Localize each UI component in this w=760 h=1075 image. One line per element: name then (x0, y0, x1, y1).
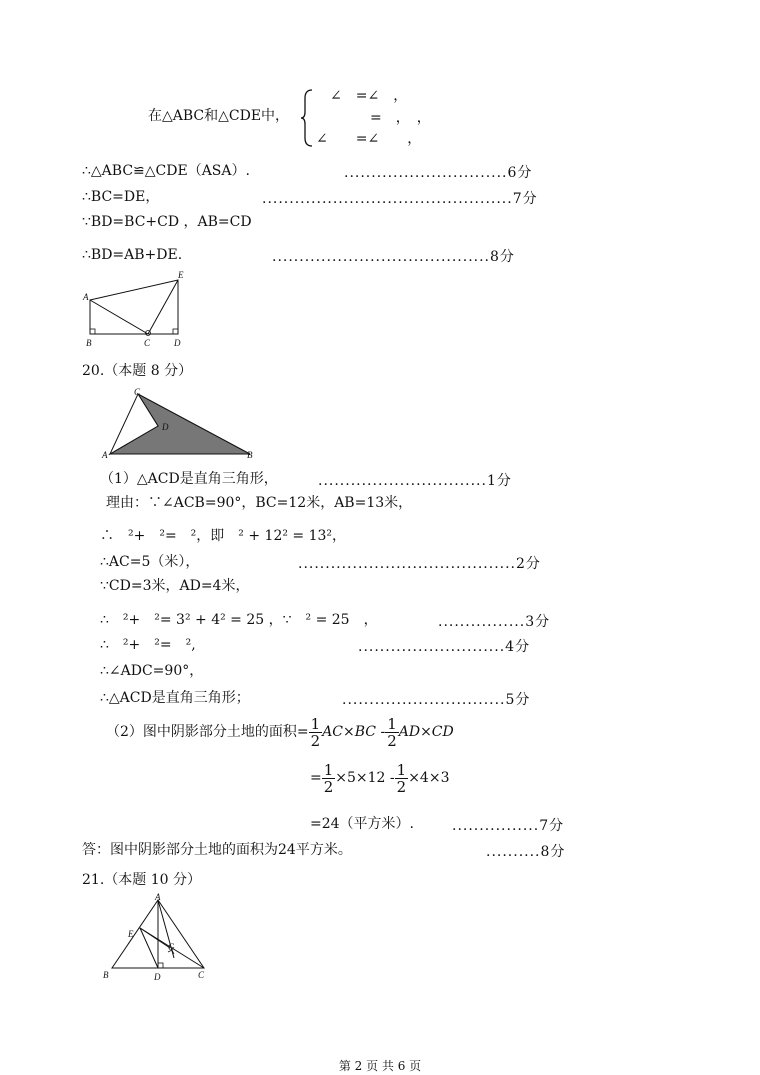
label-A: A (155, 892, 161, 902)
part-1-claim: （1）△ACD是直角三角形， (100, 471, 278, 487)
figure-21 (98, 892, 218, 982)
label-C: C (144, 338, 151, 348)
step-bc-de: ∴BC=DE， (82, 189, 160, 205)
label-D: D (162, 422, 169, 432)
score-7: ..............................................7分 (262, 191, 538, 207)
score-7b: ................7分 (452, 818, 565, 834)
pythagoras-1: ∴ ²+ ²= ²，即 ² + 12² = 13²， (100, 528, 347, 544)
label-D: D (174, 338, 181, 348)
step-bd-sum: ∵BD=BC+CD ，AB=CD (82, 214, 252, 230)
system-line-1: ∠ =∠ ， (330, 88, 408, 104)
area-label: （2）图中阴影部分土地的面积= (106, 724, 309, 740)
figure-20 (100, 386, 260, 460)
score-8: ........................................8分 (272, 249, 515, 265)
answer-line: 答：图中阴影部分土地的面积为24平方米。 (82, 842, 352, 858)
label-C: C (198, 970, 205, 980)
label-A: A (102, 450, 108, 460)
score-8b: ..........8分 (486, 844, 566, 860)
step-bd-result: ∴BD=AB+DE. (82, 247, 183, 263)
label-B: B (86, 338, 92, 348)
half-fraction: $\frac{1}{2}$ (396, 760, 407, 796)
area-substitution: = $\frac{1}{2}$ ×5×12 - $\frac{1}{2}$ ×4×3 (310, 760, 450, 796)
system-line-2: = ， ， (370, 110, 431, 126)
label-E: E (128, 929, 134, 939)
label-A: A (83, 292, 89, 302)
score-4: ...........................4分 (358, 639, 531, 655)
label-B: B (103, 970, 109, 980)
score-6: ..............................6分 (344, 165, 533, 181)
pythagoras-3: ∴ ²+ ²= ², (100, 637, 196, 653)
cd-ad-values: ∵CD=3米，AD=4米， (100, 578, 250, 594)
score-2: ........................................2分 (298, 556, 541, 572)
score-5: ..............................5分 (342, 692, 531, 708)
label-C: C (134, 387, 141, 397)
label-D: D (154, 972, 161, 982)
label-B: B (247, 450, 253, 460)
score-1: ...............................1分 (318, 473, 512, 489)
part-2-area (106, 712, 454, 752)
angle-adc: ∴∠ADC=90°， (100, 663, 204, 679)
pythagoras-2: ∴ ²+ ²= 3² + 4² = 25 ，∵ ² = 25 ， (100, 612, 378, 628)
step-congruent: ∴△ABC≌△CDE（ASA）. (82, 163, 250, 179)
congruence-intro: 在△ABC和△CDE中， (148, 108, 290, 124)
half-fraction: $\frac{1}{2}$ (387, 714, 397, 750)
label-G: G (168, 942, 175, 952)
label-E: E (178, 270, 184, 280)
term-2: AD×CD (398, 724, 454, 740)
conclusion-right-triangle: ∴△ACD是直角三角形； (100, 690, 250, 706)
question-20-heading: 20.（本题 8 分） (82, 363, 193, 379)
brace-icon (300, 88, 314, 148)
ac-result: ∴AC=5（米）， (100, 554, 200, 570)
reason-line: 理由：∵∠ACB=90°，BC=12米，AB=13米， (106, 495, 413, 511)
system-line-3: ∠ =∠ ， (316, 131, 422, 147)
score-3: ................3分 (438, 614, 551, 630)
figure-19 (80, 270, 190, 350)
term-1: AC×BC - (322, 724, 386, 740)
question-21-heading: 21.（本题 10 分） (82, 872, 201, 888)
half-fraction: $\frac{1}{2}$ (323, 760, 334, 796)
area-result: =24（平方米）. (310, 816, 414, 832)
half-fraction: $\frac{1}{2}$ (310, 714, 321, 750)
page-footer: 第 2 页 共 6 页 (338, 1059, 422, 1073)
